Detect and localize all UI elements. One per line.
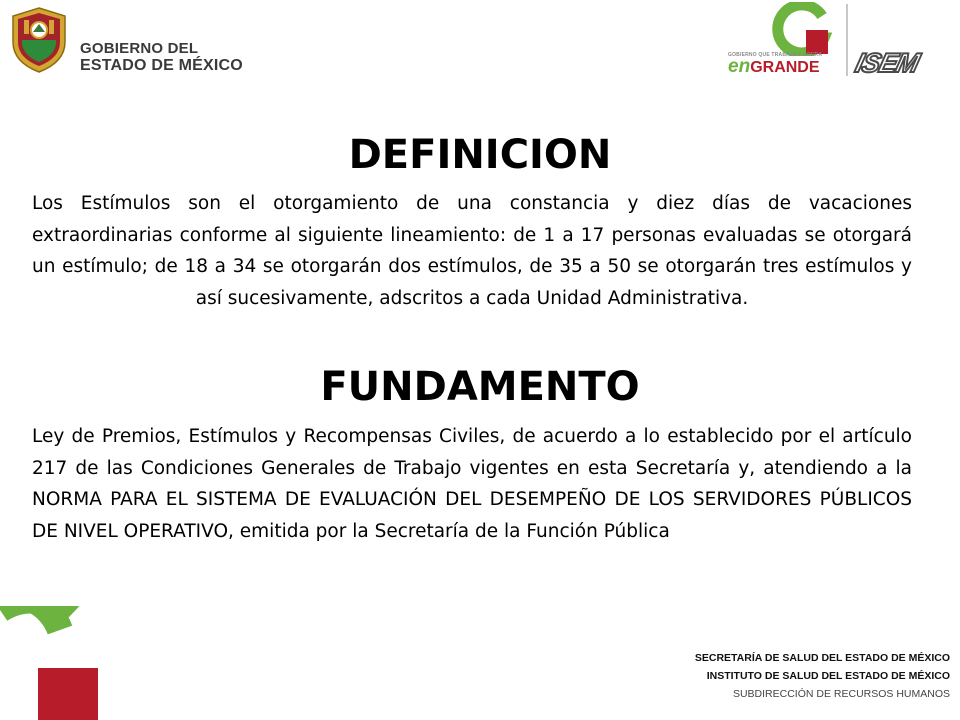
footer-line-1: SECRETARÍA DE SALUD DEL ESTADO DE MÉXICO [694,652,950,664]
engrande-en: en [728,56,751,77]
fundamento-title: FUNDAMENTO [320,364,640,410]
estado-de-mexico-seal-icon [8,6,70,74]
footer-line-3: SUBDIRECCIÓN DE RECURSOS HUMANOS [732,688,950,700]
engrande-isem-logos [720,0,960,80]
engrande-wordmark [728,57,820,78]
definicion-text: Los Estímulos son el otorgamiento de una constancia y diez días de vacaciones extraordinarias conforme al siguiente lineamiento: de 1 a 17 personas evaluadas se otorgará un estímulo; de 18 a 34 se otorgarán dos estímulos, de 35 a 50 se otorgarán tres estímulos y así sucesivamente, adscritos a cada Unidad Administrativa. [32,193,912,309]
isem-logo-icon: ISEM [852,48,922,78]
corner-g-logo-icon [0,606,100,720]
g-logo-icon [770,2,832,56]
definicion-title: DEFINICION [348,132,612,178]
gov-line-2: ESTADO DE MÉXICO [80,57,243,74]
engrande-tagline: GOBIERNO QUE TRABAJA Y LOGRA [728,52,823,58]
gobierno-estado-mexico-logo [8,6,248,76]
footer [695,649,950,703]
gov-line-1: GOBIERNO DEL [80,40,199,57]
header-divider [846,4,848,76]
engrande-grande: GRANDE [750,59,820,76]
footer-line-2: INSTITUTO DE SALUD DEL ESTADO DE MÉXICO [706,670,950,682]
fundamento-text: Ley de Premios, Estímulos y Recompensas Civiles, de acuerdo a lo establecido por el artículo 217 de las Condiciones Generales de Trabajo vigentes en esta Secretaría y, atendiendo a la NORMA PARA EL SISTEMA DE EVALUACIÓN DEL DESEMPEÑO DE LOS SERVIDORES PÚBLICOS DE NIVEL OPERATIVO, emitida por la Secretaría de la Función Pública [32,426,912,542]
